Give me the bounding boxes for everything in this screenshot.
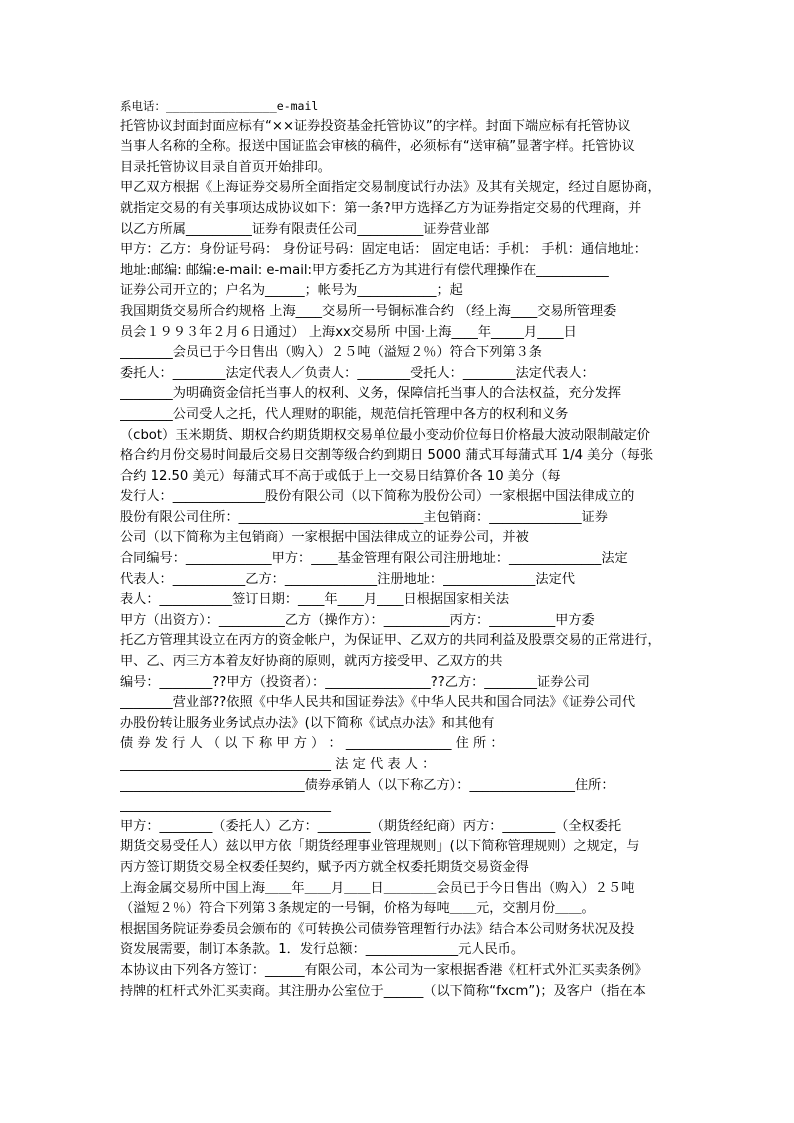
text-line: 地址:邮编: 邮编:e-mail: e-mail:甲方委托乙方为其进行有偿代理操作在___________	[120, 262, 609, 278]
text-line: 就指定交易的有关事项达成协议如下：第一条?甲方选择乙方为证券指定交易的代理商，并	[120, 200, 642, 216]
text-line: 甲方：________（委托人）乙方：________（期货经纪商）丙方：________（全权委托	[120, 818, 622, 834]
text-line: 上海金属交易所中国上海＿＿年＿＿月＿＿日＿＿＿＿会员已于今日售出（购入）２５吨	[120, 880, 635, 896]
text-line: 甲方：乙方：身份证号码： 身份证号码：固定电话： 固定电话：手机： 手机：通信地址：	[120, 242, 647, 258]
text-line: 合同编号：_____________甲方：____基金管理有限公司注册地址：______________法定	[120, 551, 628, 567]
text-line: 格合约月份交易时间最后交易日交割等级合约到期日 5000 蒲式耳每蒲式耳 1/4 美分（每张	[120, 448, 654, 464]
text-line: 资发展需要，制订本条款。1．发行总额：______________元人民币。	[120, 942, 525, 958]
text-line: ________为明确资金信托当事人的权利、义务，保障信托当事人的合法权益，充分发挥	[120, 386, 622, 402]
text-line: 表人：___________签订日期：____年____月____日根据国家相关法	[120, 592, 510, 608]
text-line: 丙方签订期货交易全权委任契约，赋予丙方就全权委托期货交易资金得	[120, 859, 529, 875]
text-line: 债 券 发 行 人 （ 以 下 称 甲 方 ） ： ________________ 住 所 ：	[120, 736, 504, 752]
text-line: 目录托管协议目录自首页开始排印。	[120, 159, 331, 175]
text-line: ____________________________债券承销人（以下称乙方）：________________住所：	[120, 777, 615, 793]
text-line: 代表人：___________乙方：______________注册地址：______________法定代	[120, 571, 575, 587]
text-line: 持牌的杠杆式外汇买卖商。其注册办公室位于______（以下简称“fxcm”)；及客户（指在本	[120, 983, 646, 999]
text-line: 委托人：________法定代表人／负责人：________受托人：________法定代表人：	[120, 365, 595, 381]
text-line: 以乙方所属__________证券有限责任公司__________证券营业部	[120, 221, 490, 237]
text-line: 系电话：________________e-mail	[120, 99, 319, 113]
text-line: （溢短２％）符合下列第３条规定的一号铜，价格为每吨＿＿元，交割月份＿＿。	[120, 901, 595, 917]
text-line: （cbot）玉米期货、期权合约期货期权交易单位最小变动价位每日价格最大波动限制敲定价	[120, 427, 650, 443]
text-line: 股份有限公司住所：____________________________主包销商：______________证券	[120, 509, 608, 525]
text-line: 托乙方管理其设立在丙方的资金帐户，为保证甲、乙双方的共同利益及股票交易的正常进行，	[120, 633, 661, 649]
text-line: 编号：________??甲方（投资者）：________________??乙方：________证券公司	[120, 674, 590, 690]
text-line: 本协议由下列各方签订：______有限公司，本公司为一家根据香港《杠杆式外汇买卖条例》	[120, 962, 648, 978]
text-line: 员会１９９３年２月６日通过） 上海xx交易所 中国·上海____年_____月____日	[120, 324, 577, 340]
text-line: 甲乙双方根据《上海证券交易所全面指定交易制度试行办法》及其有关规定，经过自愿协商，	[120, 180, 661, 196]
text-line: ________________________________	[120, 798, 331, 814]
text-line: ________公司受人之托，代人理财的职能，规范信托管理中各方的权利和义务	[120, 406, 569, 422]
text-line: ________营业部??依照《中华人民共和国证券法》《中华人民共和国合同法》《证券公司代	[120, 695, 636, 711]
text-line: 证券公司开立的；户名为______；帐号为____________；起	[120, 283, 463, 299]
text-line: 根据国务院证券委员会颁布的《可转换公司债券管理暂行办法》结合本公司财务状况及投	[120, 921, 635, 937]
text-line: 办股份转让服务业务试点办法》(以下简称《试点办法》和其他有	[120, 715, 495, 731]
text-line: ________会员已于今日售出（购入）２５吨（溢短２％）符合下列第３条	[120, 345, 542, 361]
text-line: 合约 12.50 美元）每蒲式耳不高于或低于上一交易日结算价各 10 美分（每	[120, 468, 561, 484]
text-line: 期货交易受任人）兹以甲方依「期货经理事业管理规则」(以下简称管理规则）之规定，与	[120, 839, 640, 855]
text-line: 托管协议封面封面应标有“××证券投资基金托管协议”的字样。封面下端应标有托管协议	[120, 118, 631, 134]
text-line: 发行人：______________股份有限公司（以下简称为股份公司）一家根据中国法律成立的	[120, 489, 635, 505]
text-line: 公司（以下简称为主包销商）一家根据中国法律成立的证券公司，并被	[120, 530, 529, 546]
document-page	[120, 96, 680, 1002]
text-line: 甲、乙、丙三方本着友好协商的原则，就丙方接受甲、乙双方的共	[120, 654, 503, 670]
text-line: 当事人名称的全称。报送中国证监会审核的稿件，必须标有“送审稿”显著字样。托管协议	[120, 139, 635, 155]
text-line: ________________________________ 法 定 代 表 人 ：	[120, 757, 436, 772]
text-line: 我国期货交易所合约规格 上海____交易所一号铜标准合约 （经上海____交易所管理委	[120, 303, 617, 319]
text-line: 甲方（出资方）：__________乙方（操作方）：__________丙方：__________甲方委	[120, 612, 595, 628]
